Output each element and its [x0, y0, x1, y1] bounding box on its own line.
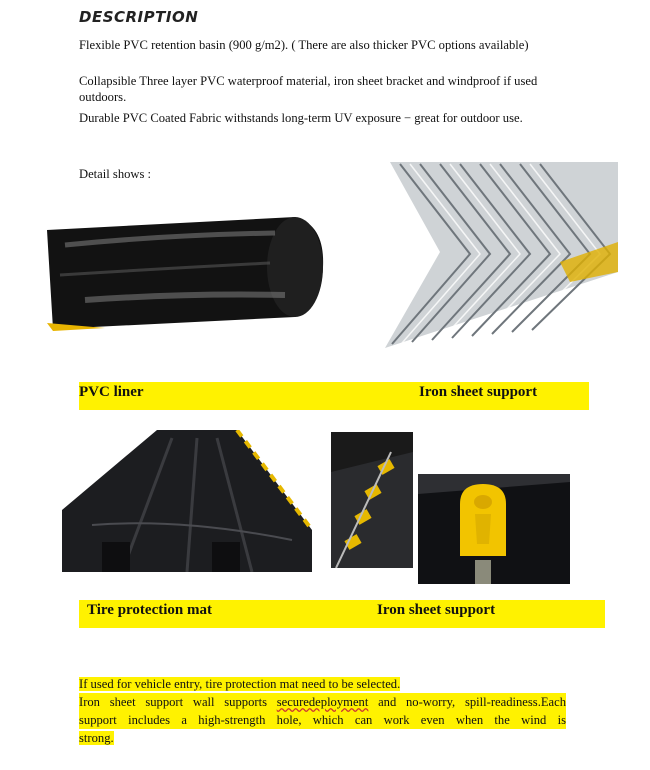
- note-line-1: If used for vehicle entry, tire protection mat need to be selected.: [79, 677, 401, 691]
- description-line-3: Durable PVC Coated Fabric withstands long-term UV exposure − great for outdoor use.: [79, 111, 523, 125]
- caption-band-bottom: [79, 600, 605, 628]
- caption-tire-protection-mat: Tire protection mat: [87, 602, 212, 618]
- usage-notes: [79, 675, 566, 747]
- iron-sheet-hole-photo: [418, 474, 570, 584]
- note-line-4: strong.: [79, 731, 114, 745]
- note-line-3: support includes a high-strength hole, which can work even when the wind is: [79, 713, 566, 727]
- caption-iron-sheet-support-2: Iron sheet support: [377, 602, 496, 618]
- caption-pvc-liner: PVC liner: [79, 384, 144, 400]
- note-line-2: Iron sheet support wall supports securedeployment and no-worry, spill-readiness.Each: [79, 695, 567, 709]
- tire-protection-mat-photo: [62, 430, 312, 572]
- section-heading: DESCRIPTION: [79, 8, 199, 26]
- iron-sheet-wall-photo: [331, 432, 413, 568]
- caption-iron-sheet-support-1: Iron sheet support: [419, 384, 538, 400]
- pvc-liner-photo: [45, 205, 325, 335]
- misspelled-word: securedeployment: [276, 695, 369, 709]
- iron-sheet-stack-photo: [380, 162, 618, 348]
- description-line-2: Collapsible Three layer PVC waterproof material, iron sheet bracket and windproof if used outdoors.: [79, 74, 538, 104]
- detail-intro: Detail shows :: [79, 167, 152, 181]
- description-line-1: Flexible PVC retention basin (900 g/m2). ( There are also thicker PVC options available): [79, 38, 529, 52]
- caption-band-top: [79, 382, 589, 410]
